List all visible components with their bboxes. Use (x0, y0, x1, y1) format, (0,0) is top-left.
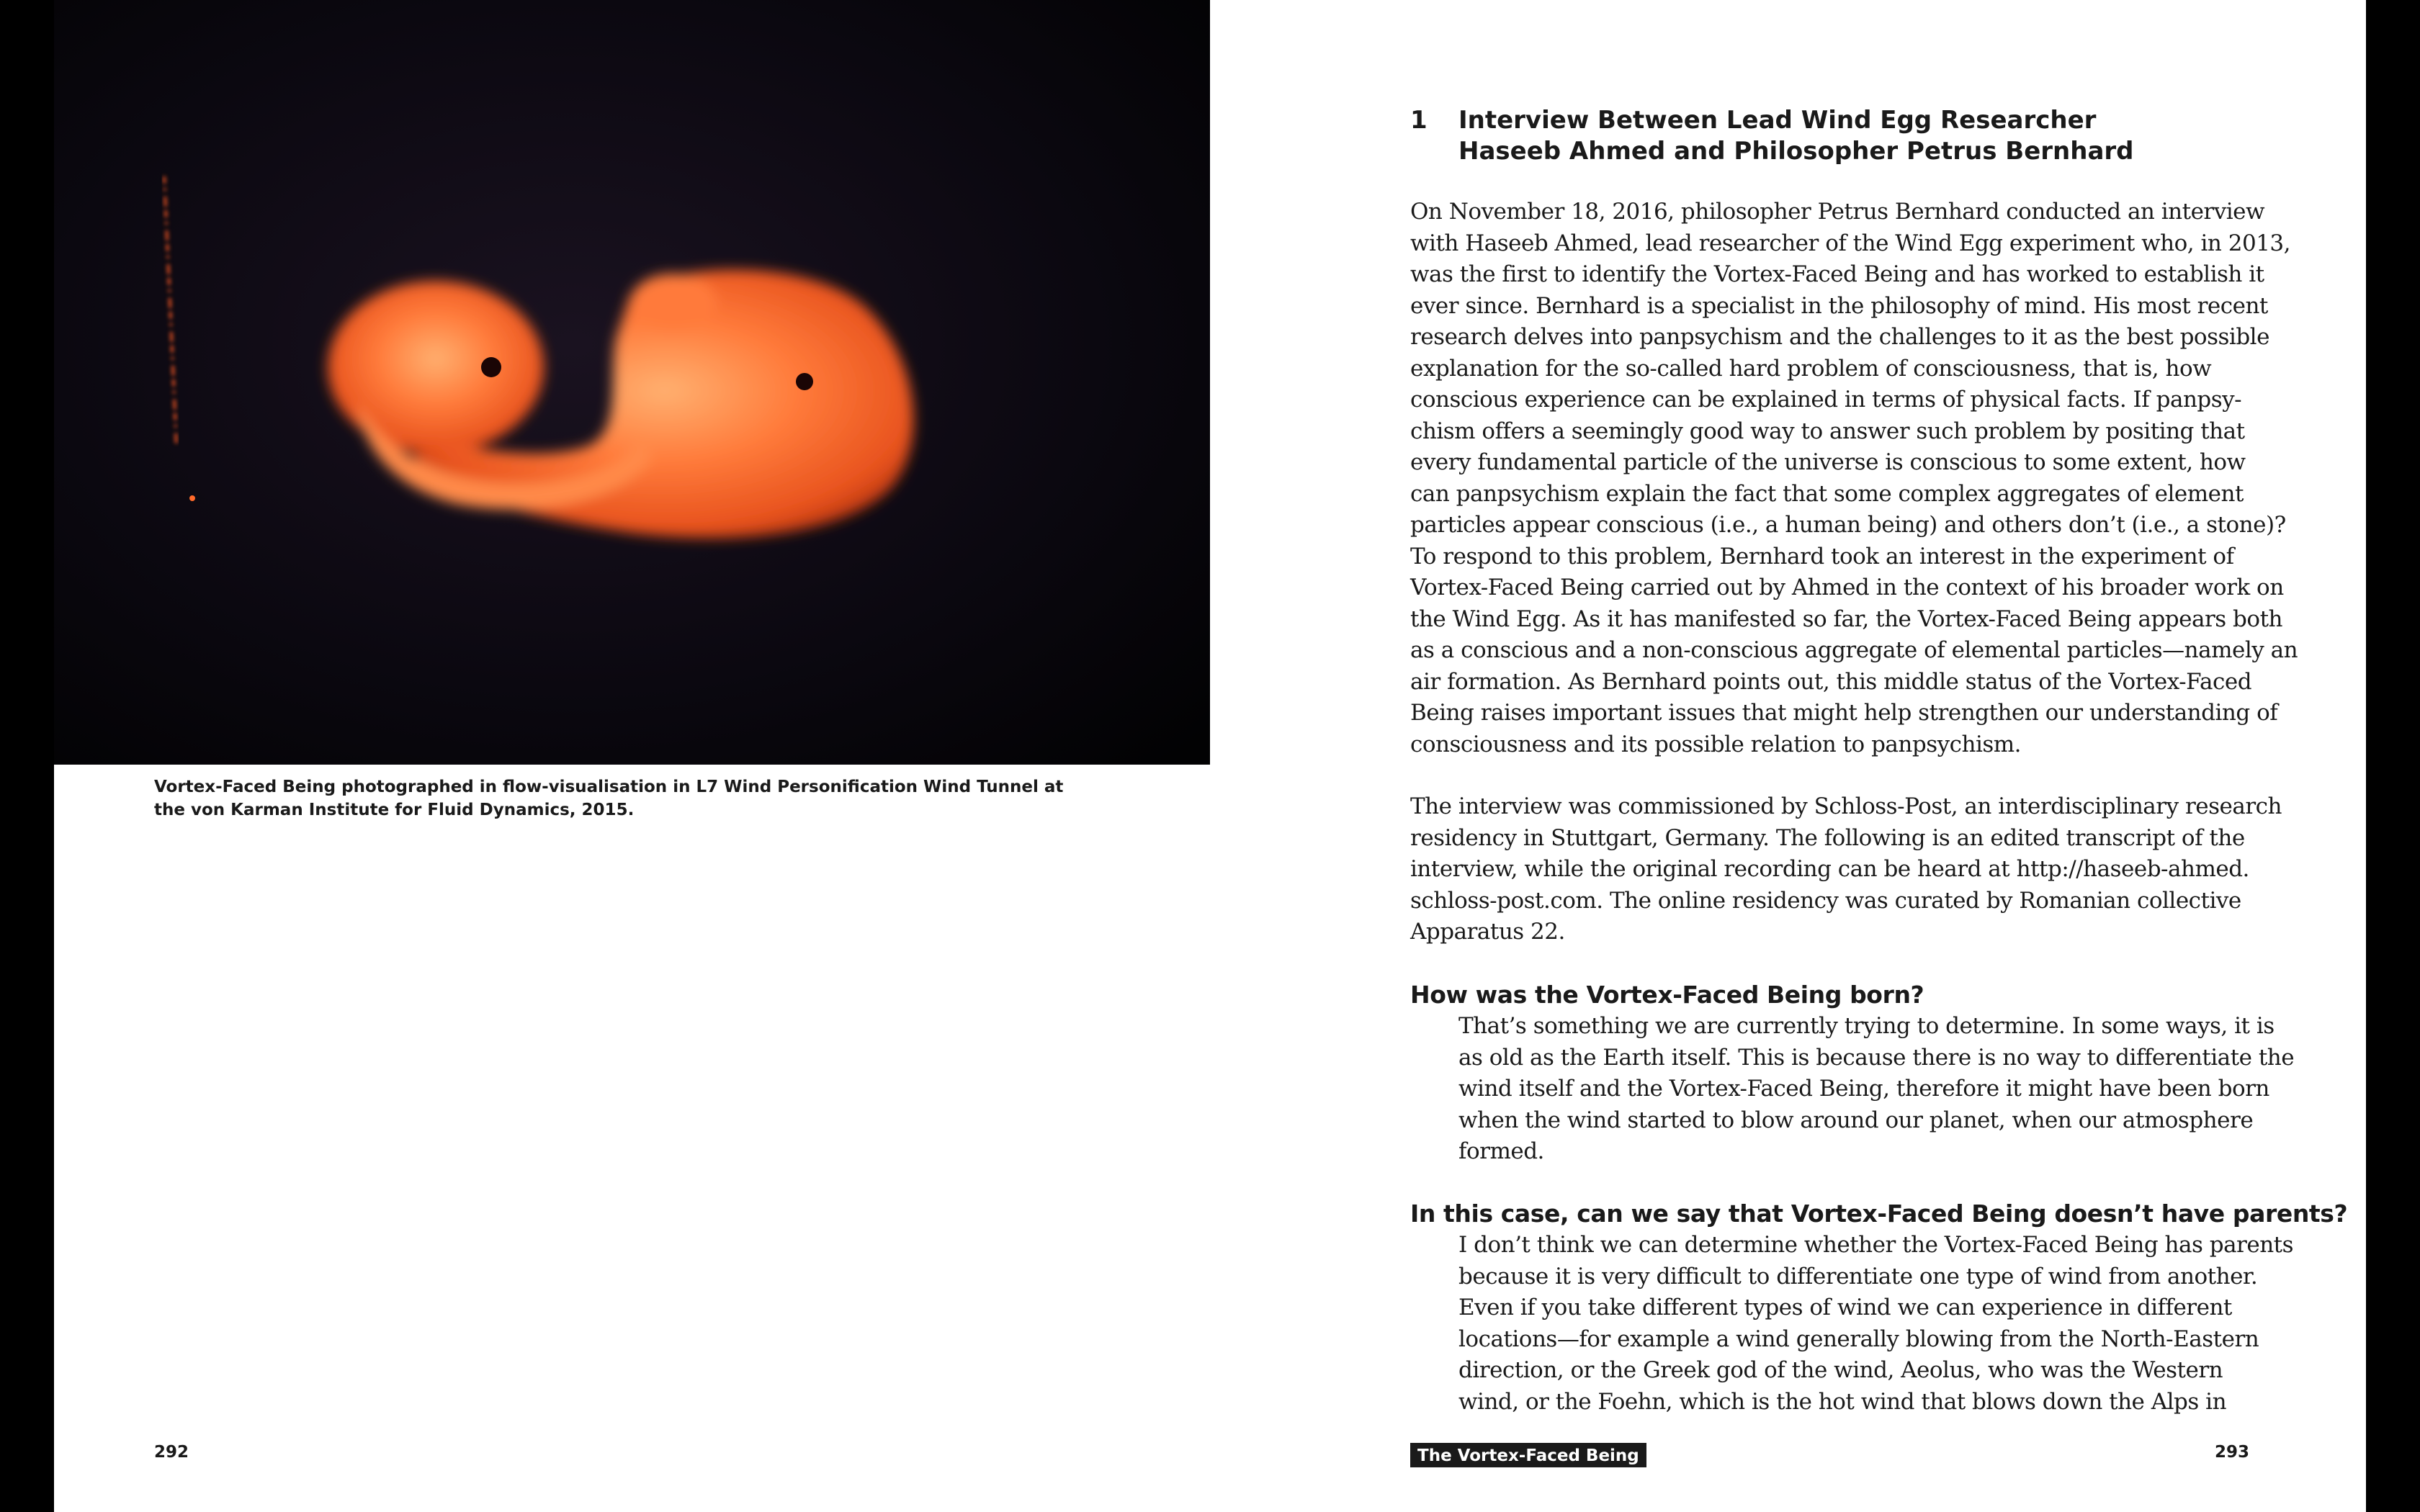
intro-paragraph (1410, 197, 2298, 760)
vortex-left-eye (481, 357, 501, 377)
paragraph-line: residency in Stuttgart, Germany. The following is an edited transcript of the (1410, 824, 2245, 851)
caption-line: the von Karman Institute for Fluid Dynamics, 2015. (154, 801, 635, 819)
paragraph-line: interview, while the original recording can be heard at http://haseeb-ahmed. (1410, 856, 2249, 882)
answer-line: I don’t think we can determine whether the Vortex-Faced Being has parents (1458, 1232, 2294, 1258)
running-title: The Vortex-Faced Being (1410, 1443, 1646, 1467)
answer-line: wind itself and the Vortex-Faced Being, therefore it might have been born (1458, 1076, 2269, 1102)
answer-line: Even if you take different types of wind we can experience in different (1458, 1295, 2232, 1320)
right-page (1210, 0, 2366, 1512)
paragraph-line: research delves into panpsychism and the challenges to it as the best possible (1410, 324, 2269, 350)
answer-line: as old as the Earth itself. This is because there is no way to differentiate the (1458, 1044, 2295, 1071)
paragraph-line: To respond to this problem, Bernhard took an interest in the experiment of (1410, 543, 2234, 570)
commission-paragraph (1410, 791, 2282, 948)
page-number-right: 293 (2214, 1443, 2249, 1462)
vortex-photo-image (54, 0, 1210, 765)
paragraph-line: Vortex-Faced Being carried out by Ahmed in the context of his broader work on (1410, 575, 2284, 600)
chapter-title (1458, 105, 2134, 167)
photo-caption (154, 775, 1064, 822)
paragraph-line: Being raises important issues that might help strengthen our understanding of (1410, 700, 2278, 726)
page-number-left: 292 (154, 1443, 189, 1462)
paragraph-line: was the first to identify the Vortex-Faced Being and has worked to establish it (1410, 261, 2264, 287)
paragraph-line: explanation for the so-called hard problem of consciousness, that is, how (1410, 355, 2212, 382)
answer-line: when the wind started to blow around our planet, when our atmosphere (1458, 1107, 2254, 1133)
paragraph-line: schloss-post.com. The online residency was curated by Romanian collective (1410, 887, 2241, 914)
vortex-right-eye (796, 373, 813, 390)
paragraph-line: ever since. Bernhard is a specialist in the philosophy of mind. His most recent (1410, 292, 2268, 319)
paragraph-line: The interview was commissioned by Schloss-Post, an interdisciplinary research (1410, 793, 2282, 819)
caption-line: Vortex-Faced Being photographed in flow-visualisation in L7 Wind Personification Wind Tunnel at (154, 778, 1064, 796)
paragraph-line: air formation. As Bernhard points out, this middle status of the Vortex-Faced (1410, 668, 2252, 695)
answer-line: That’s something we are currently trying to determine. In some ways, it is (1458, 1013, 2275, 1039)
paragraph-line: On November 18, 2016, philosopher Petrus Bernhard conducted an interview (1410, 199, 2265, 225)
paragraph-line: can panpsychism explain the fact that some complex aggregates of element (1410, 480, 2244, 507)
answer-line: because it is very difficult to differentiate one type of wind from another. (1458, 1263, 2258, 1290)
answer-line: wind, or the Foehn, which is the hot wind that blows down the Alps in (1458, 1388, 2227, 1415)
paragraph-line: as a conscious and a non-conscious aggregate of elemental particles—namely an (1410, 637, 2298, 663)
paragraph-line: Apparatus 22. (1410, 919, 1565, 945)
answer-line: locations—for example a wind generally blowing from the North-Eastern (1458, 1326, 2259, 1352)
vortex-photo (54, 0, 1210, 765)
left-page (54, 0, 1210, 1512)
chapter-number: 1 (1410, 106, 1428, 135)
question-heading: How was the Vortex-Faced Being born? (1410, 981, 1924, 1009)
answer-paragraph (1458, 1011, 2294, 1168)
paragraph-line: particles appear conscious (i.e., a human being) and others don’t (i.e., a stone)? (1410, 512, 2286, 538)
paragraph-line: chism offers a seemingly good way to answer such problem by positing that (1410, 418, 2245, 444)
paragraph-line: conscious experience can be explained in terms of physical facts. If panpsy- (1410, 387, 2242, 413)
paragraph-line: with Haseeb Ahmed, lead researcher of the Wind Egg experiment who, in 2013, (1410, 230, 2290, 256)
paragraph-line: every fundamental particle of the universe is conscious to some extent, how (1410, 449, 2246, 475)
answer-paragraph (1458, 1230, 2293, 1418)
chapter-title-line: Interview Between Lead Wind Egg Researcher (1458, 106, 2097, 135)
paragraph-line: the Wind Egg. As it has manifested so far, the Vortex-Faced Being appears both (1410, 606, 2282, 632)
chapter-title-line: Haseeb Ahmed and Philosopher Petrus Bernhard (1458, 137, 2134, 166)
paragraph-line: consciousness and its possible relation to panpsychism. (1410, 731, 2022, 757)
answer-line: formed. (1458, 1138, 1544, 1164)
answer-line: direction, or the Greek god of the wind, Aeolus, who was the Western (1458, 1357, 2223, 1383)
question-heading: In this case, can we say that Vortex-Faced Being doesn’t have parents? (1410, 1200, 2348, 1228)
